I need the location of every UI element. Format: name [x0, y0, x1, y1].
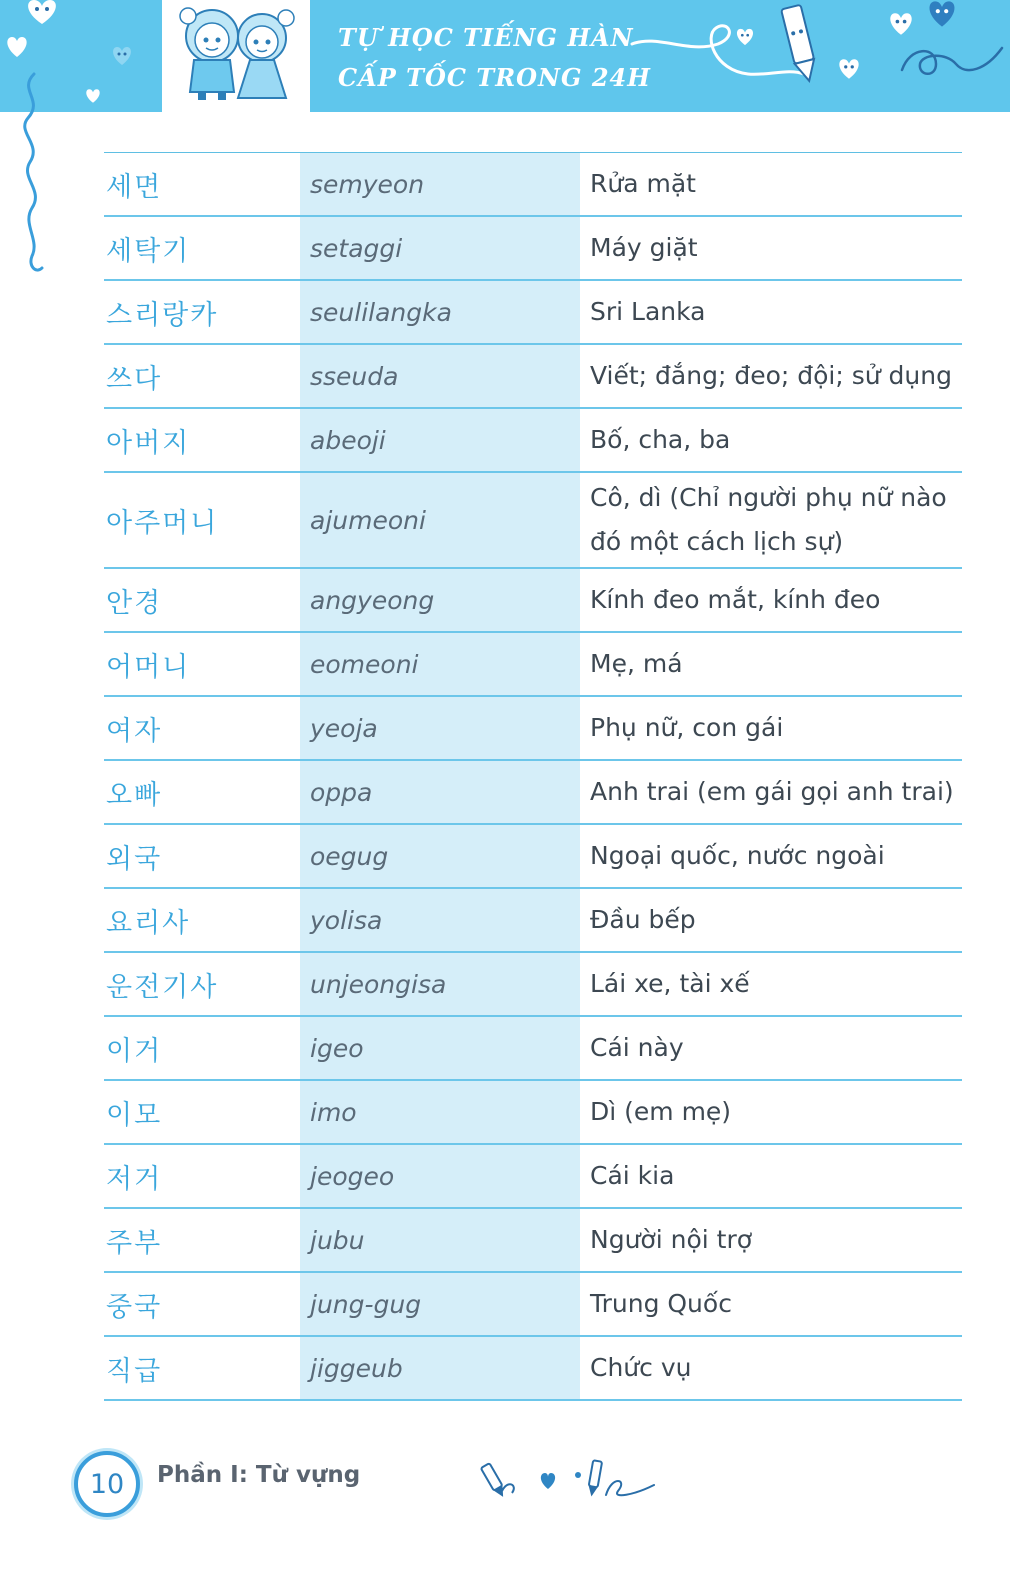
table-row	[104, 345, 962, 409]
page-header	[0, 0, 1010, 112]
table-row	[104, 761, 962, 825]
romanization: seulilangka	[300, 281, 580, 343]
vietnamese-meaning: Mẹ, má	[590, 649, 683, 678]
korean-word: 쓰다	[106, 363, 163, 395]
romanization: semyeon	[300, 153, 580, 215]
section-label: Phần I: Từ vựng	[157, 1462, 361, 1488]
vietnamese-meaning: Cái kia	[590, 1161, 675, 1190]
korean-word: 오빠	[106, 779, 163, 811]
romanization: jubu	[300, 1209, 580, 1271]
page-number	[74, 1451, 140, 1517]
table-row	[104, 633, 962, 697]
book-title	[338, 18, 651, 98]
page-number-text: 10	[89, 1468, 125, 1500]
table-row	[104, 697, 962, 761]
vietnamese-meaning: Chức vụ	[590, 1353, 692, 1382]
korean-word: 아버지	[106, 427, 191, 459]
heart-icon	[4, 36, 30, 58]
table-row	[104, 281, 962, 345]
korean-word: 저거	[106, 1163, 163, 1195]
korean-word: 이거	[106, 1035, 163, 1067]
vietnamese-meaning: Anh trai (em gái gọi anh trai)	[590, 777, 954, 806]
korean-word: 안경	[106, 587, 163, 619]
table-row	[104, 1273, 962, 1337]
swirl-icon	[896, 30, 1006, 90]
romanization: jung-gug	[300, 1273, 580, 1335]
table-row	[104, 153, 962, 217]
korean-word: 스리랑카	[106, 299, 219, 331]
book-title-line-2: CẤP TỐC TRONG 24H	[338, 63, 651, 92]
romanization: yolisa	[300, 889, 580, 951]
romanization: ajumeoni	[300, 473, 580, 567]
romanization: igeo	[300, 1017, 580, 1079]
vietnamese-meaning: Phụ nữ, con gái	[590, 713, 784, 742]
heart-icon	[836, 58, 862, 80]
pencil-heart-doodle-icon	[478, 1455, 658, 1505]
vietnamese-meaning: Bố, cha, ba	[590, 425, 731, 454]
korean-word: 직급	[106, 1355, 163, 1387]
vietnamese-meaning: Người nội trợ	[590, 1225, 753, 1254]
vietnamese-meaning: Dì (em mẹ)	[590, 1097, 732, 1126]
vietnamese-meaning: Kính đeo mắt, kính đeo	[590, 585, 881, 614]
romanization: sseuda	[300, 345, 580, 407]
korean-word: 이모	[106, 1099, 163, 1131]
korean-word: 어머니	[106, 651, 191, 683]
table-row	[104, 953, 962, 1017]
korean-kids-illustration-icon	[162, 0, 310, 112]
table-row	[104, 1337, 962, 1401]
romanization: jiggeub	[300, 1337, 580, 1399]
vocabulary-table	[104, 152, 962, 1401]
vietnamese-meaning: Rửa mặt	[590, 169, 696, 198]
vietnamese-meaning: Viết; đắng; đeo; đội; sử dụng	[590, 361, 952, 390]
heart-icon	[110, 46, 134, 66]
romanization: yeoja	[300, 697, 580, 759]
heart-icon	[922, 0, 962, 28]
table-row	[104, 409, 962, 473]
table-row	[104, 217, 962, 281]
table-row	[104, 889, 962, 953]
table-row	[104, 569, 962, 633]
korean-word: 외국	[106, 843, 163, 875]
table-row	[104, 1209, 962, 1273]
book-title-line-1: TỰ HỌC TIẾNG HÀN	[338, 23, 634, 52]
romanization: unjeongisa	[300, 953, 580, 1015]
table-row	[104, 1017, 962, 1081]
heart-icon	[22, 0, 62, 26]
vietnamese-meaning: Cô, dì (Chỉ người phụ nữ nào đó một cách lịch sự)	[590, 483, 947, 556]
romanization: setaggi	[300, 217, 580, 279]
vietnamese-meaning: Sri Lanka	[590, 297, 706, 326]
table-row	[104, 825, 962, 889]
korean-word: 아주머니	[106, 507, 219, 539]
romanization: oppa	[300, 761, 580, 823]
table-row	[104, 1145, 962, 1209]
vietnamese-meaning: Máy giặt	[590, 233, 698, 262]
korean-word: 여자	[106, 715, 163, 747]
romanization: oegug	[300, 825, 580, 887]
curl-doodle-icon	[14, 70, 54, 280]
vietnamese-meaning: Trung Quốc	[590, 1289, 732, 1318]
romanization: angyeong	[300, 569, 580, 631]
table-row	[104, 473, 962, 569]
romanization: abeoji	[300, 409, 580, 471]
pencil-icon	[778, 2, 822, 86]
korean-word: 요리사	[106, 907, 191, 939]
korean-word: 세탁기	[106, 235, 191, 267]
vietnamese-meaning: Lái xe, tài xế	[590, 969, 750, 998]
korean-word: 운전기사	[106, 971, 219, 1003]
vietnamese-meaning: Ngoại quốc, nước ngoài	[590, 841, 885, 870]
table-row	[104, 1081, 962, 1145]
heart-icon	[734, 28, 756, 46]
korean-word: 주부	[106, 1227, 163, 1259]
heart-icon	[84, 88, 102, 104]
vietnamese-meaning: Cái này	[590, 1033, 684, 1062]
romanization: jeogeo	[300, 1145, 580, 1207]
illustration-panel	[162, 0, 310, 112]
romanization: eomeoni	[300, 633, 580, 695]
korean-word: 중국	[106, 1291, 163, 1323]
romanization: imo	[300, 1081, 580, 1143]
vietnamese-meaning: Đầu bếp	[590, 905, 696, 934]
korean-word: 세면	[106, 171, 163, 203]
